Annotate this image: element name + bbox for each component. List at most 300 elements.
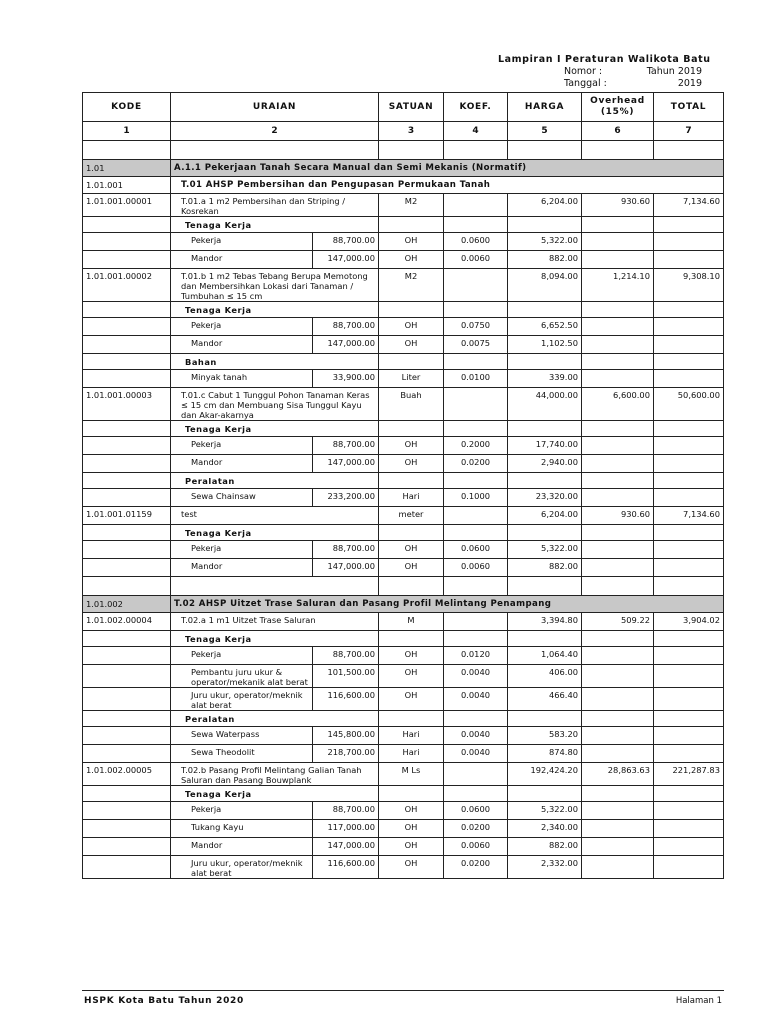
empty-cell — [83, 354, 171, 370]
column-header-row — [83, 93, 724, 122]
document-header — [498, 54, 728, 90]
resource-row — [83, 856, 724, 879]
item-unit: M2 — [379, 269, 444, 302]
empty-cell — [83, 525, 171, 541]
resource-group-row — [83, 421, 724, 437]
resource-row — [83, 647, 724, 665]
empty-cell — [582, 820, 654, 838]
col-num: 7 — [654, 122, 724, 141]
empty-cell — [582, 577, 654, 596]
empty-cell — [582, 786, 654, 802]
empty-cell — [582, 745, 654, 763]
row-title: T.02 AHSP Uitzet Trase Saluran dan Pasang Profil Melintang Penampang — [171, 596, 724, 613]
item-price: 6,204.00 — [508, 194, 582, 217]
resource-cost: 2,332.00 — [508, 856, 582, 879]
resource-name: Juru ukur, operator/meknik alat berat — [171, 688, 313, 711]
resource-cost: 23,320.00 — [508, 489, 582, 507]
item-overhead: 28,863.63 — [582, 763, 654, 786]
item-unit: meter — [379, 507, 444, 525]
resource-cost: 583.20 — [508, 727, 582, 745]
ahsp-table — [82, 92, 724, 879]
row-code: 1.01.002 — [83, 596, 171, 613]
resource-coefficient: 0.0600 — [444, 802, 508, 820]
resource-row — [83, 838, 724, 856]
empty-cell — [83, 688, 171, 711]
empty-cell — [83, 802, 171, 820]
resource-name: Juru ukur, operator/meknik alat berat — [171, 856, 313, 879]
resource-row — [83, 233, 724, 251]
tanggal-value: 2019 — [677, 78, 702, 89]
resource-coefficient: 0.0060 — [444, 559, 508, 577]
empty-cell — [582, 302, 654, 318]
resource-cost: 2,340.00 — [508, 820, 582, 838]
item-description: T.02.b Pasang Profil Melintang Galian Tanah Saluran dan Pasang Bouwplank — [171, 763, 379, 786]
item-koef — [444, 194, 508, 217]
item-row — [83, 388, 724, 421]
empty-cell — [83, 541, 171, 559]
empty-cell — [582, 838, 654, 856]
empty-cell — [654, 856, 724, 879]
resource-name: Pekerja — [171, 233, 313, 251]
resource-coefficient: 0.0120 — [444, 647, 508, 665]
item-row — [83, 763, 724, 786]
empty-cell — [654, 354, 724, 370]
resource-group-row — [83, 711, 724, 727]
item-price: 3,394.80 — [508, 613, 582, 631]
empty-cell — [444, 711, 508, 727]
resource-row — [83, 745, 724, 763]
resource-cost: 874.80 — [508, 745, 582, 763]
col-num: 3 — [379, 122, 444, 141]
empty-cell — [654, 745, 724, 763]
nomor-value: Tahun 2019 — [646, 66, 702, 77]
footer-divider — [82, 990, 724, 991]
empty-cell — [83, 217, 171, 233]
empty-cell — [83, 631, 171, 647]
resource-row — [83, 489, 724, 507]
item-overhead: 930.60 — [582, 507, 654, 525]
empty-cell — [582, 318, 654, 336]
resource-unit: OH — [379, 336, 444, 354]
resource-coefficient: 0.0600 — [444, 541, 508, 559]
resource-coefficient: 0.0750 — [444, 318, 508, 336]
item-price: 44,000.00 — [508, 388, 582, 421]
resource-unit: OH — [379, 802, 444, 820]
resource-group-row — [83, 631, 724, 647]
resource-group-row — [83, 525, 724, 541]
resource-group-label: Tenaga Kerja — [171, 525, 379, 541]
item-code: 1.01.002.00005 — [83, 763, 171, 786]
empty-cell — [444, 786, 508, 802]
resource-unit: OH — [379, 251, 444, 269]
resource-cost: 882.00 — [508, 559, 582, 577]
empty-cell — [171, 577, 379, 596]
item-description: T.01.a 1 m2 Pembersihan dan Striping / Kosrekan — [171, 194, 379, 217]
resource-name: Mandor — [171, 455, 313, 473]
resource-cost: 1,102.50 — [508, 336, 582, 354]
resource-group-label: Tenaga Kerja — [171, 217, 379, 233]
empty-cell — [654, 233, 724, 251]
empty-cell — [654, 251, 724, 269]
empty-cell — [444, 421, 508, 437]
item-code: 1.01.001.00001 — [83, 194, 171, 217]
resource-unit-price: 88,700.00 — [313, 437, 379, 455]
spacer-row — [83, 577, 724, 596]
resource-row — [83, 541, 724, 559]
empty-cell — [444, 354, 508, 370]
empty-cell — [83, 251, 171, 269]
empty-cell — [379, 711, 444, 727]
empty-cell — [379, 421, 444, 437]
empty-cell — [654, 525, 724, 541]
empty-cell — [83, 647, 171, 665]
empty-cell — [83, 727, 171, 745]
item-overhead: 6,600.00 — [582, 388, 654, 421]
resource-unit: OH — [379, 647, 444, 665]
resource-unit: OH — [379, 233, 444, 251]
empty-cell — [654, 688, 724, 711]
resource-unit-price: 88,700.00 — [313, 802, 379, 820]
resource-cost: 339.00 — [508, 370, 582, 388]
resource-group-label: Peralatan — [171, 711, 379, 727]
resource-unit-price: 147,000.00 — [313, 838, 379, 856]
item-row — [83, 194, 724, 217]
empty-cell — [582, 354, 654, 370]
empty-cell — [83, 302, 171, 318]
empty-cell — [582, 217, 654, 233]
empty-cell — [444, 631, 508, 647]
resource-cost: 17,740.00 — [508, 437, 582, 455]
empty-cell — [654, 455, 724, 473]
item-row — [83, 613, 724, 631]
empty-cell — [444, 302, 508, 318]
empty-cell — [582, 631, 654, 647]
resource-unit-price: 147,000.00 — [313, 455, 379, 473]
page-number: Halaman 1 — [675, 996, 722, 1006]
empty-cell — [654, 665, 724, 688]
resource-row — [83, 688, 724, 711]
empty-cell — [582, 233, 654, 251]
empty-cell — [379, 217, 444, 233]
resource-unit: OH — [379, 541, 444, 559]
resource-coefficient: 0.0200 — [444, 856, 508, 879]
resource-unit-price: 233,200.00 — [313, 489, 379, 507]
resource-unit: OH — [379, 455, 444, 473]
empty-cell — [508, 525, 582, 541]
empty-cell — [654, 786, 724, 802]
resource-name: Pekerja — [171, 318, 313, 336]
resource-row — [83, 336, 724, 354]
empty-cell — [508, 473, 582, 489]
resource-cost: 466.40 — [508, 688, 582, 711]
empty-cell — [83, 559, 171, 577]
resource-group-label: Tenaga Kerja — [171, 302, 379, 318]
item-unit: M — [379, 613, 444, 631]
empty-cell — [83, 336, 171, 354]
resource-coefficient: 0.0060 — [444, 838, 508, 856]
empty-cell — [582, 473, 654, 489]
empty-cell — [654, 421, 724, 437]
resource-coefficient: 0.0200 — [444, 455, 508, 473]
resource-row — [83, 370, 724, 388]
item-total: 9,308.10 — [654, 269, 724, 302]
item-unit: Buah — [379, 388, 444, 421]
resource-row — [83, 665, 724, 688]
resource-name: Pekerja — [171, 437, 313, 455]
item-koef — [444, 507, 508, 525]
resource-group-row — [83, 473, 724, 489]
resource-unit-price: 145,800.00 — [313, 727, 379, 745]
empty-cell — [508, 786, 582, 802]
item-overhead: 509.22 — [582, 613, 654, 631]
empty-cell — [654, 711, 724, 727]
resource-row — [83, 727, 724, 745]
empty-cell — [83, 473, 171, 489]
row-title: T.01 AHSP Pembersihan dan Pengupasan Permukaan Tanah — [171, 177, 724, 194]
col-overhead: Overhead (15%) — [582, 93, 654, 122]
resource-coefficient: 0.0200 — [444, 820, 508, 838]
col-satuan: SATUAN — [379, 93, 444, 122]
item-code: 1.01.001.01159 — [83, 507, 171, 525]
col-num: 2 — [171, 122, 379, 141]
resource-name: Minyak tanah — [171, 370, 313, 388]
item-total: 221,287.83 — [654, 763, 724, 786]
resource-name: Pembantu juru ukur & operator/mekanik alat berat — [171, 665, 313, 688]
resource-unit-price: 218,700.00 — [313, 745, 379, 763]
resource-row — [83, 455, 724, 473]
resource-coefficient: 0.0040 — [444, 665, 508, 688]
item-total: 3,904.02 — [654, 613, 724, 631]
resource-group-label: Tenaga Kerja — [171, 631, 379, 647]
resource-name: Pekerja — [171, 541, 313, 559]
resource-cost: 2,940.00 — [508, 455, 582, 473]
empty-cell — [654, 838, 724, 856]
col-num: 5 — [508, 122, 582, 141]
item-unit: M2 — [379, 194, 444, 217]
empty-cell — [654, 217, 724, 233]
item-row — [83, 507, 724, 525]
resource-name: Mandor — [171, 251, 313, 269]
empty-cell — [654, 302, 724, 318]
col-num: 6 — [582, 122, 654, 141]
resource-name: Tukang Kayu — [171, 820, 313, 838]
empty-cell — [582, 688, 654, 711]
resource-cost: 6,652.50 — [508, 318, 582, 336]
resource-cost: 5,322.00 — [508, 233, 582, 251]
item-row — [83, 269, 724, 302]
empty-cell — [83, 577, 171, 596]
resource-unit-price: 101,500.00 — [313, 665, 379, 688]
empty-cell — [83, 665, 171, 688]
resource-unit: OH — [379, 688, 444, 711]
empty-cell — [83, 421, 171, 437]
empty-cell — [654, 473, 724, 489]
resource-name: Sewa Waterpass — [171, 727, 313, 745]
resource-unit: OH — [379, 665, 444, 688]
resource-unit: OH — [379, 838, 444, 856]
resource-row — [83, 802, 724, 820]
resource-row — [83, 318, 724, 336]
resource-group-row — [83, 302, 724, 318]
empty-cell — [582, 856, 654, 879]
empty-cell — [508, 302, 582, 318]
empty-cell — [654, 631, 724, 647]
empty-cell — [654, 802, 724, 820]
item-koef — [444, 388, 508, 421]
empty-cell — [654, 541, 724, 559]
empty-cell — [508, 354, 582, 370]
item-total: 7,134.60 — [654, 507, 724, 525]
empty-cell — [582, 541, 654, 559]
resource-cost: 882.00 — [508, 838, 582, 856]
empty-cell — [379, 631, 444, 647]
resource-name: Pekerja — [171, 802, 313, 820]
item-total: 7,134.60 — [654, 194, 724, 217]
empty-cell — [444, 473, 508, 489]
empty-cell — [582, 559, 654, 577]
resource-unit-price: 147,000.00 — [313, 336, 379, 354]
resource-unit-price: 33,900.00 — [313, 370, 379, 388]
empty-cell — [508, 631, 582, 647]
resource-coefficient: 0.1000 — [444, 489, 508, 507]
resource-cost: 882.00 — [508, 251, 582, 269]
empty-cell — [508, 711, 582, 727]
resource-group-label: Peralatan — [171, 473, 379, 489]
resource-unit-price: 116,600.00 — [313, 688, 379, 711]
resource-group-label: Tenaga Kerja — [171, 786, 379, 802]
resource-coefficient: 0.0060 — [444, 251, 508, 269]
item-code: 1.01.001.00003 — [83, 388, 171, 421]
resource-unit: OH — [379, 559, 444, 577]
item-total: 50,600.00 — [654, 388, 724, 421]
empty-cell — [379, 354, 444, 370]
item-price: 192,424.20 — [508, 763, 582, 786]
empty-cell — [582, 421, 654, 437]
empty-cell — [654, 336, 724, 354]
section-row — [83, 160, 724, 177]
empty-cell — [83, 370, 171, 388]
resource-cost: 1,064.40 — [508, 647, 582, 665]
resource-group-row — [83, 354, 724, 370]
resource-unit: Hari — [379, 489, 444, 507]
table-body — [83, 160, 724, 879]
resource-unit-price: 117,000.00 — [313, 820, 379, 838]
empty-cell — [582, 336, 654, 354]
empty-cell — [582, 711, 654, 727]
empty-cell — [582, 370, 654, 388]
row-code: 1.01 — [83, 160, 171, 177]
resource-unit-price: 147,000.00 — [313, 559, 379, 577]
resource-cost: 5,322.00 — [508, 541, 582, 559]
footer-title: HSPK Kota Batu Tahun 2020 — [84, 996, 244, 1006]
column-number-row — [83, 122, 724, 141]
resource-name: Mandor — [171, 559, 313, 577]
resource-unit-price: 88,700.00 — [313, 233, 379, 251]
empty-cell — [582, 802, 654, 820]
resource-name: Sewa Chainsaw — [171, 489, 313, 507]
empty-cell — [654, 489, 724, 507]
empty-cell — [83, 437, 171, 455]
item-price: 8,094.00 — [508, 269, 582, 302]
empty-cell — [444, 577, 508, 596]
item-code: 1.01.001.00002 — [83, 269, 171, 302]
resource-unit-price: 88,700.00 — [313, 541, 379, 559]
row-code: 1.01.001 — [83, 177, 171, 194]
item-koef — [444, 269, 508, 302]
empty-cell — [582, 455, 654, 473]
empty-cell — [582, 647, 654, 665]
col-total: TOTAL — [654, 93, 724, 122]
item-code: 1.01.002.00004 — [83, 613, 171, 631]
col-num: 4 — [444, 122, 508, 141]
empty-cell — [379, 525, 444, 541]
resource-coefficient: 0.0040 — [444, 688, 508, 711]
item-koef — [444, 613, 508, 631]
item-koef — [444, 763, 508, 786]
item-overhead: 930.60 — [582, 194, 654, 217]
resource-unit: OH — [379, 820, 444, 838]
spacer-row — [83, 141, 724, 160]
resource-coefficient: 0.2000 — [444, 437, 508, 455]
empty-cell — [83, 820, 171, 838]
item-unit: M Ls — [379, 763, 444, 786]
empty-cell — [582, 727, 654, 745]
empty-cell — [444, 525, 508, 541]
empty-cell — [654, 559, 724, 577]
empty-cell — [83, 455, 171, 473]
empty-cell — [83, 838, 171, 856]
empty-cell — [582, 251, 654, 269]
empty-cell — [83, 318, 171, 336]
empty-cell — [654, 437, 724, 455]
resource-name: Sewa Theodolit — [171, 745, 313, 763]
col-num: 1 — [83, 122, 171, 141]
empty-cell — [444, 217, 508, 233]
empty-cell — [654, 820, 724, 838]
empty-cell — [654, 647, 724, 665]
resource-group-row — [83, 217, 724, 233]
resource-row — [83, 251, 724, 269]
empty-cell — [654, 727, 724, 745]
empty-cell — [508, 421, 582, 437]
empty-cell — [379, 577, 444, 596]
resource-unit: Hari — [379, 745, 444, 763]
empty-cell — [582, 525, 654, 541]
item-overhead: 1,214.10 — [582, 269, 654, 302]
item-description: T.02.a 1 m1 Uitzet Trase Saluran — [171, 613, 379, 631]
resource-coefficient: 0.0600 — [444, 233, 508, 251]
empty-cell — [379, 302, 444, 318]
resource-group-label: Tenaga Kerja — [171, 421, 379, 437]
col-uraian: URAIAN — [171, 93, 379, 122]
item-price: 6,204.00 — [508, 507, 582, 525]
empty-cell — [582, 489, 654, 507]
item-description: T.01.c Cabut 1 Tunggul Pohon Tanaman Keras ≤ 15 cm dan Membuang Sisa Tunggul Kayu dan Akar-akarnya — [171, 388, 379, 421]
resource-unit: OH — [379, 856, 444, 879]
tanggal-label: Tanggal : — [564, 78, 607, 89]
resource-name: Mandor — [171, 336, 313, 354]
resource-unit: OH — [379, 318, 444, 336]
empty-cell — [654, 318, 724, 336]
resource-name: Mandor — [171, 838, 313, 856]
col-harga: HARGA — [508, 93, 582, 122]
empty-cell — [83, 745, 171, 763]
resource-unit-price: 116,600.00 — [313, 856, 379, 879]
header-title: Lampiran I Peraturan Walikota Batu — [498, 54, 711, 65]
resource-unit: Hari — [379, 727, 444, 745]
item-description: test — [171, 507, 379, 525]
resource-group-label: Bahan — [171, 354, 379, 370]
